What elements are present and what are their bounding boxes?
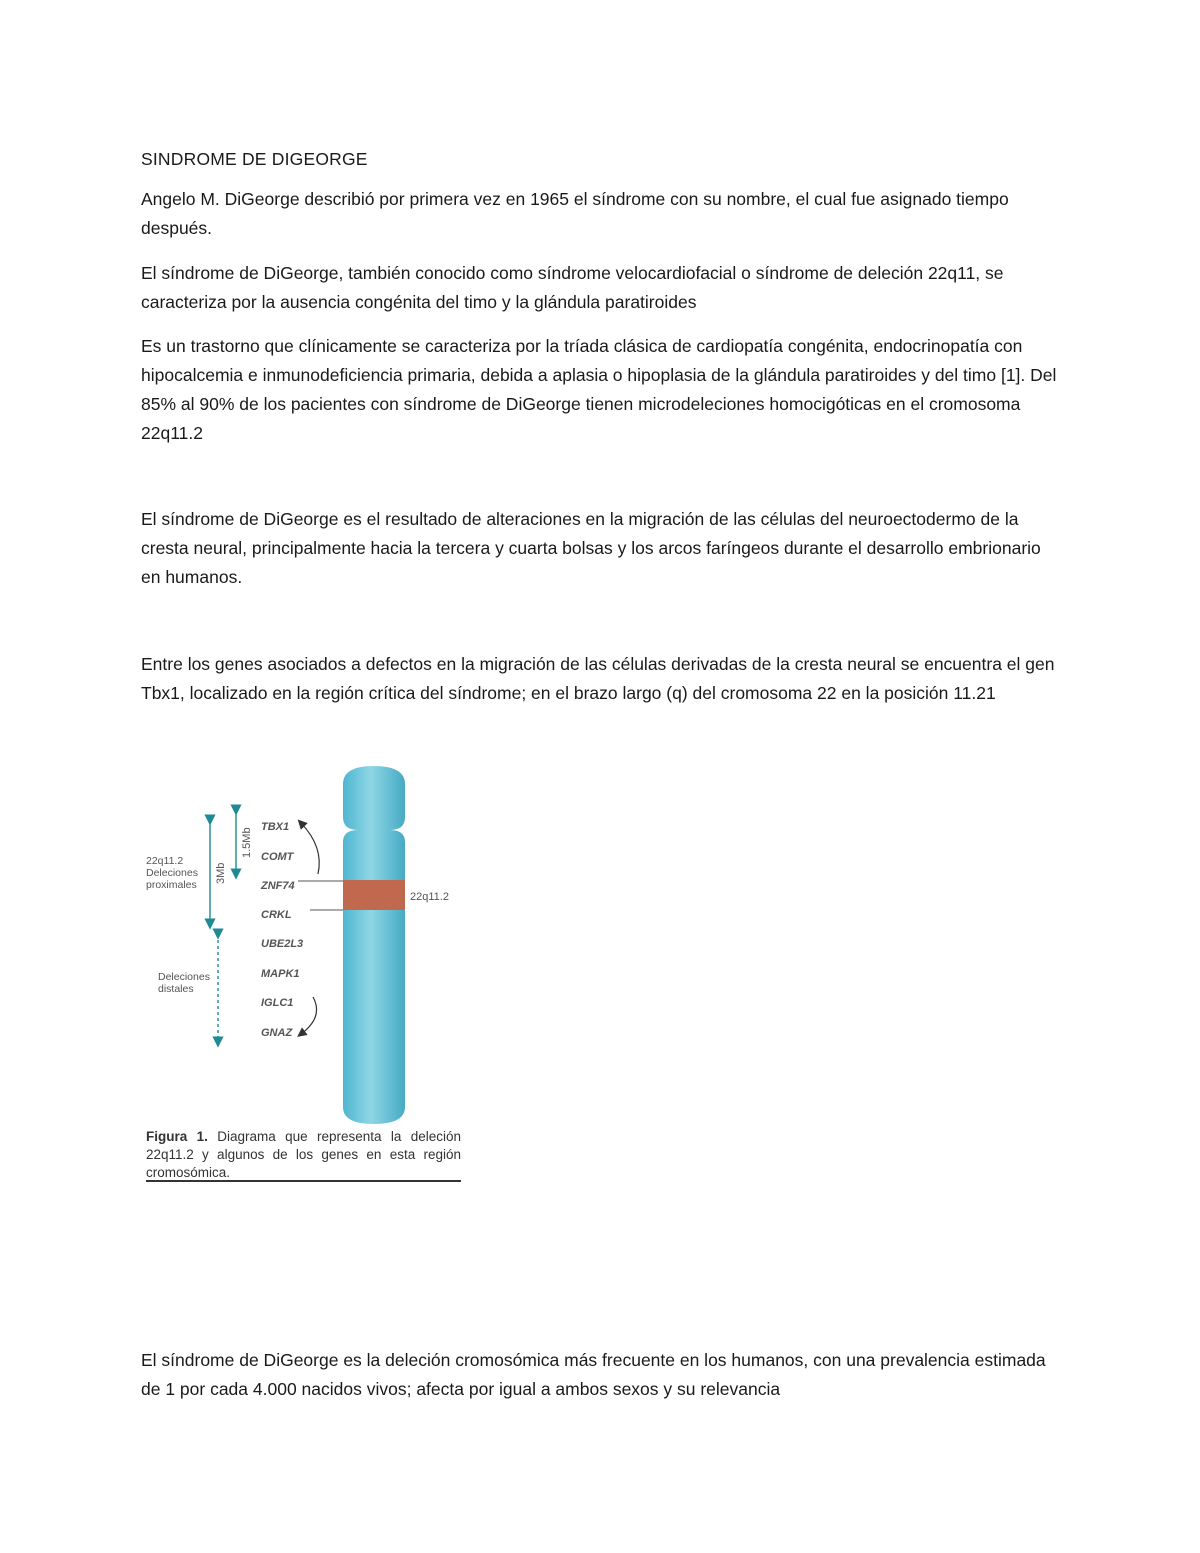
curved-arrow-lower — [301, 997, 317, 1034]
gene-iglc1: IGLC1 — [261, 997, 294, 1009]
paragraph-genes: Entre los genes asociados a defectos en la migración de las células derivadas de la cresta neural se encuentra el gen Tbx1, localizado en la región crítica del síndrome; en el brazo largo (q) del cromosoma 22 en la posición 11.21 — [141, 654, 1055, 703]
chromosome-diagram — [138, 762, 463, 1127]
paragraph-prevalence: El síndrome de DiGeorge es la deleción cromosómica más frecuente en los humanos, con una prevalencia estimada de 1 por cada 4.000 nacidos vivos; afecta por igual a ambos sexos y su relevancia — [141, 1350, 1046, 1399]
gene-znf74: ZNF74 — [261, 880, 295, 892]
caption-label: Figura 1. — [146, 1129, 208, 1144]
gene-tbx1: TBX1 — [261, 821, 290, 833]
gene-comt: COMT — [261, 851, 294, 863]
distal-label-2: distales — [158, 983, 194, 995]
distal-label-1: Deleciones — [158, 971, 210, 983]
gene-mapk1: MAPK1 — [261, 968, 300, 980]
paragraph-history: Angelo M. DiGeorge describió por primera vez en 1965 el síndrome con su nombre, el cual fue asignado tiempo después. — [141, 189, 1009, 238]
caption-text: Diagrama que representa la deleción 22q11.2 y algunos de los genes en esta región cromosómica. — [146, 1129, 462, 1180]
gene-ube2l3: UBE2L3 — [261, 938, 304, 950]
chromosome-figure — [138, 762, 463, 1187]
proximal-label-2: Deleciones — [146, 867, 198, 879]
paragraph-etiology: El síndrome de DiGeorge es el resultado de alteraciones en la migración de las células del neuroectodermo de la cresta neural, principalmente hacia la tercera y cuarta bolsas y los arcos faríngeos durante el desarrollo embrionario en humanos. — [141, 509, 1041, 587]
document-title: SINDROME DE DIGEORGE — [141, 149, 368, 169]
label-3mb: 3Mb — [215, 862, 227, 884]
curved-arrow-upper — [301, 823, 319, 874]
proximal-label-1: 22q11.2 — [146, 855, 184, 867]
proximal-label-3: proximales — [146, 879, 197, 891]
caption-underline — [146, 1180, 461, 1182]
band-label: 22q11.2 — [410, 891, 449, 903]
gene-gnaz: GNAZ — [261, 1027, 293, 1039]
label-1-5mb: 1.5Mb — [241, 827, 253, 858]
chromosome-short-arm — [343, 766, 405, 830]
chromosome-band-22q11 — [343, 880, 405, 910]
chromosome-long-arm — [343, 830, 405, 1124]
gene-crkl: CRKL — [261, 909, 292, 921]
paragraph-clinical: Es un trastorno que clínicamente se caracteriza por la tríada clásica de cardiopatía congénita, endocrinopatía con hipocalcemia e inmunodeficiencia primaria, debida a aplasia o hipoplasia de la glándula paratiroides y del timo [1]. Del 85% al 90% de los pacientes con síndrome de DiGeorge tienen microdeleciones homocigóticas en el cromosoma 22q11.2 — [141, 336, 1057, 443]
paragraph-definition: El síndrome de DiGeorge, también conocido como síndrome velocardiofacial o síndrome de deleción 22q11, se caracteriza por la ausencia congénita del timo y la glándula paratiroides — [141, 263, 1004, 312]
figure-caption — [146, 1128, 461, 1182]
